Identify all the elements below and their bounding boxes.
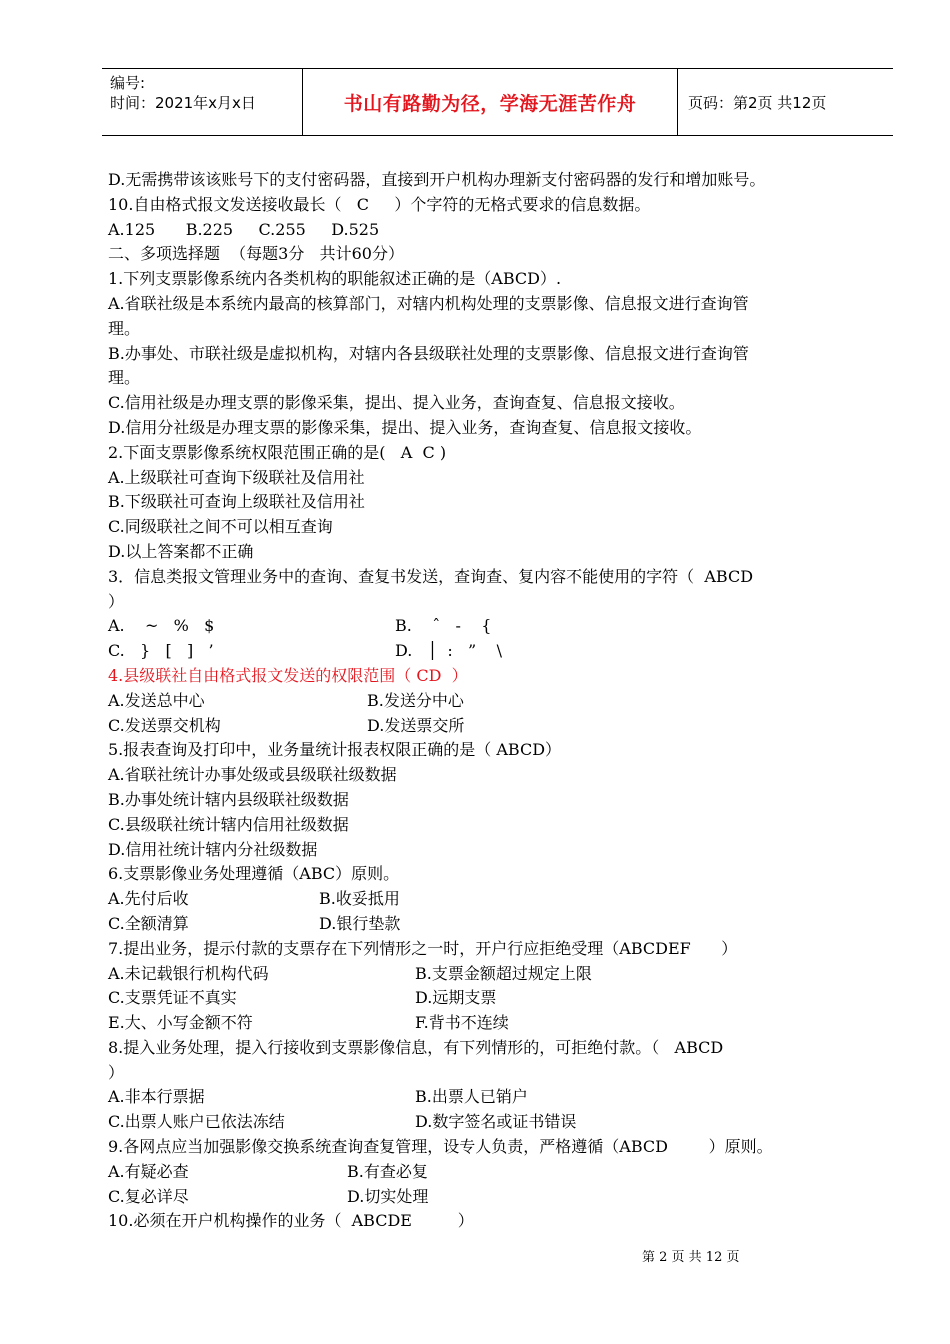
option-b: B.有查必复 bbox=[347, 1161, 428, 1181]
option-d: D.发送票交所 bbox=[367, 715, 465, 735]
option-c: C.复必详尽 bbox=[108, 1186, 189, 1206]
header-page-info: 页码：第2页 共12页 bbox=[688, 93, 827, 112]
text-line: B.下级联社可查询上级联社及信用社 bbox=[108, 492, 365, 512]
option-f: F.背书不连续 bbox=[415, 1013, 509, 1033]
option-d: D.远期支票 bbox=[415, 988, 497, 1008]
text-line: D.信用社统计辖内分社级数据 bbox=[108, 839, 318, 859]
text-line: 7.提出业务，提示付款的支票存在下列情形之一时，开户行应拒绝受理（ABCDEF ） bbox=[108, 938, 738, 958]
option-c: C.支票凭证不真实 bbox=[108, 988, 237, 1008]
option-a: A.非本行票据 bbox=[108, 1087, 205, 1107]
option-row bbox=[108, 962, 898, 987]
option-row bbox=[108, 887, 898, 912]
text-line: 理。 bbox=[108, 318, 141, 338]
option-row bbox=[108, 1185, 898, 1210]
text-line: 6.支票影像业务处理遵循（ABC）原则。 bbox=[108, 864, 400, 884]
option-row bbox=[108, 689, 898, 714]
option-d: D.数字签名或证书错误 bbox=[415, 1112, 577, 1132]
option-a: A.未记载银行机构代码 bbox=[108, 963, 269, 983]
option-a: A. ~ % $ bbox=[108, 616, 215, 636]
text-line: C.信用社级是办理支票的影像采集，提出、提入业务，查询查复、信息报文接收。 bbox=[108, 393, 685, 413]
text-line: D.无需携带该该账号下的支付密码器，直接到开户机构办理新支付密码器的发行和增加账号。 bbox=[108, 170, 766, 189]
option-c: C. } [ ] ’ bbox=[108, 641, 214, 661]
text-line: ） bbox=[108, 1062, 125, 1082]
text-line: ） bbox=[108, 591, 125, 611]
text-line: D.以上答案都不正确 bbox=[108, 541, 254, 561]
option-row bbox=[108, 1011, 898, 1036]
option-c: C.出票人账户已依法冻结 bbox=[108, 1112, 285, 1132]
section-heading: 二、多项选择题 （每题3分 共计60分） bbox=[108, 244, 404, 264]
option-row bbox=[108, 1110, 898, 1135]
text-line: 5.报表查询及打印中，业务量统计报表权限正确的是（ ABCD） bbox=[108, 740, 562, 760]
option-b: B.支票金额超过规定上限 bbox=[415, 963, 592, 983]
option-c: C.发送票交机构 bbox=[108, 715, 221, 735]
option-a: A.发送总中心 bbox=[108, 690, 205, 710]
option-b: B.出票人已销户 bbox=[415, 1087, 528, 1107]
option-d: D.切实处理 bbox=[347, 1186, 429, 1206]
option-row bbox=[108, 639, 898, 664]
option-b: B.发送分中心 bbox=[367, 690, 464, 710]
text-line: C.县级联社统计辖内信用社级数据 bbox=[108, 814, 349, 834]
text-line: 8.提入业务处理，提入行接收到支票影像信息，有下列情形的，可拒绝付款。（ ABCD bbox=[108, 1037, 724, 1057]
time-label: 时间：2021年x月x日 bbox=[110, 94, 256, 112]
option-d: D. │ : ” \ bbox=[395, 641, 502, 661]
page-footer: 第 2 页 共 12 页 bbox=[642, 1250, 740, 1265]
header-meta bbox=[102, 69, 303, 135]
text-line: A.省联社统计办事处级或县级联社级数据 bbox=[108, 765, 397, 785]
text-line: D.信用分社级是办理支票的影像采集，提出、提入业务，查询查复、信息报文接收。 bbox=[108, 417, 702, 437]
option-c: C.全额清算 bbox=[108, 913, 189, 933]
text-line: 2.下面支票影像系统权限范围正确的是( A C ) bbox=[108, 442, 447, 462]
option-e: E.大、小写金额不符 bbox=[108, 1013, 253, 1033]
text-line: A.省联社级是本系统内最高的核算部门，对辖内机构处理的支票影像、信息报文进行查询管 bbox=[108, 293, 749, 313]
text-line: A.125 B.225 C.255 D.525 bbox=[108, 219, 380, 239]
option-b: B. ˆ - { bbox=[395, 616, 492, 636]
text-line: B.办事处统计辖内县级联社级数据 bbox=[108, 789, 349, 809]
document-body bbox=[108, 168, 898, 1234]
option-row bbox=[108, 1085, 898, 1110]
number-label: 编号: bbox=[110, 74, 146, 92]
option-row bbox=[108, 912, 898, 937]
option-row bbox=[108, 986, 898, 1011]
option-row bbox=[108, 714, 898, 739]
text-line: A.上级联社可查询下级联社及信用社 bbox=[108, 467, 365, 487]
option-d: D.银行垫款 bbox=[319, 913, 401, 933]
option-a: A.有疑必查 bbox=[108, 1161, 189, 1181]
text-line: B.办事处、市联社级是虚拟机构，对辖内各县级联社处理的支票影像、信息报文进行查询管 bbox=[108, 343, 749, 363]
text-line: C.同级联社之间不可以相互查询 bbox=[108, 517, 333, 537]
header-motto: 书山有路勤为径，学海无涯苦作舟 bbox=[303, 69, 678, 135]
highlighted-question: 4.县级联社自由格式报文发送的权限范围（ CD ） bbox=[108, 665, 468, 685]
text-line: 3．信息类报文管理业务中的查询、查复书发送，查询查、复内容不能使用的字符（ ABCD bbox=[108, 566, 754, 586]
option-row bbox=[108, 614, 898, 639]
text-line: 理。 bbox=[108, 368, 141, 388]
text-line: 10.自由格式报文发送接收最长（ C ）个字符的无格式要求的信息数据。 bbox=[108, 194, 651, 214]
option-row bbox=[108, 1160, 898, 1185]
text-line: 10.必须在开户机构操作的业务（ ABCDE ） bbox=[108, 1211, 474, 1231]
text-line: 1.下列支票影像系统内各类机构的职能叙述正确的是（ABCD）. bbox=[108, 269, 562, 289]
document-header bbox=[102, 68, 893, 136]
option-b: B.收妥抵用 bbox=[319, 889, 400, 909]
option-a: A.先付后收 bbox=[108, 889, 189, 909]
text-line: 9.各网点应当加强影像交换系统查询查复管理，设专人负责，严格遵循（ABCD ）原则。 bbox=[108, 1137, 773, 1157]
